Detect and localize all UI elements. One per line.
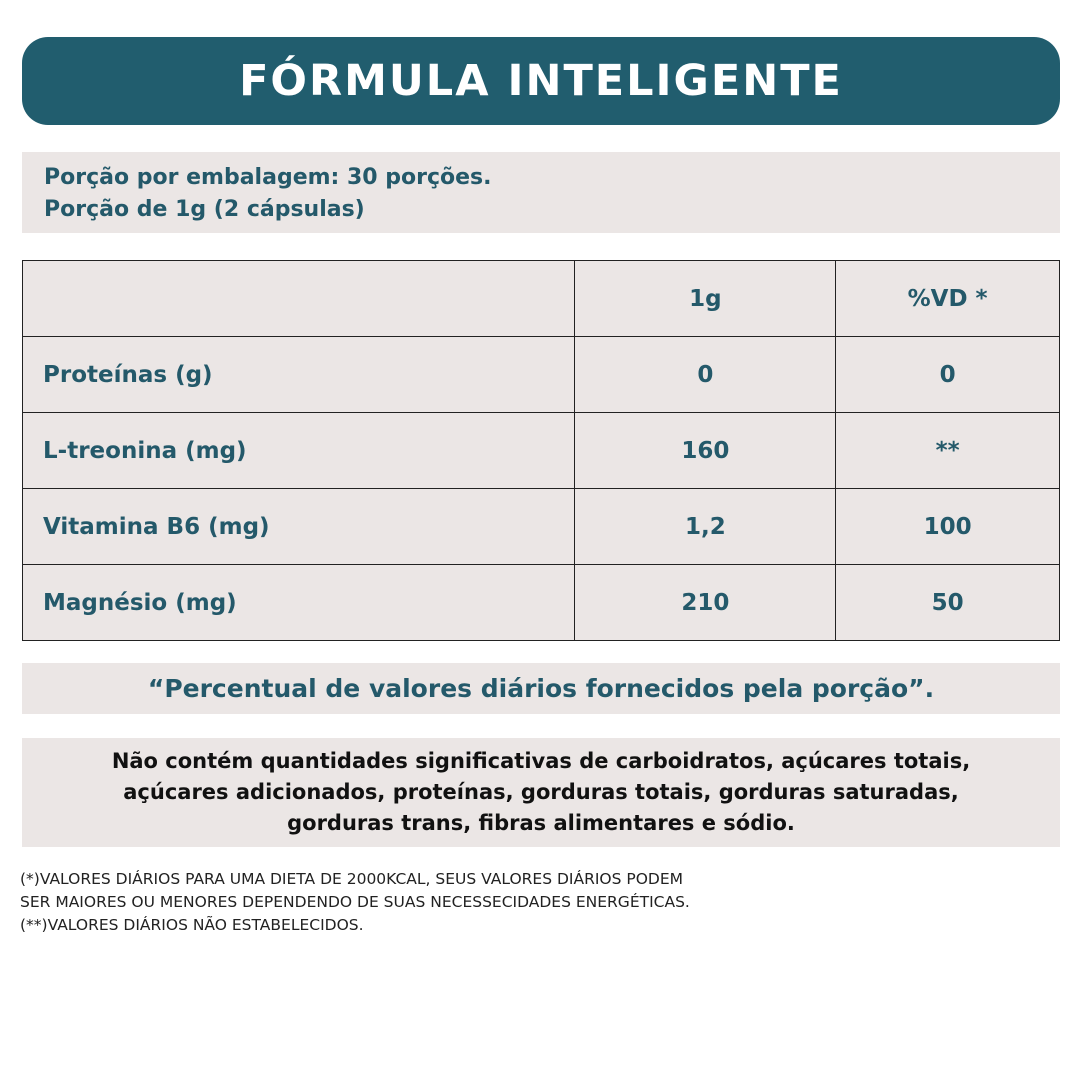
notice-line: Não contém quantidades significativas de carboidratos, açúcares totais,	[111, 749, 971, 773]
nutrient-amount: 1,2	[575, 489, 836, 565]
nutrient-vd: 50	[836, 565, 1060, 641]
table-row	[23, 413, 1060, 489]
nutrient-amount: 0	[575, 337, 836, 413]
table-row	[23, 337, 1060, 413]
nutrient-name: Vitamina B6 (mg)	[23, 489, 575, 565]
nutrient-vd: 100	[836, 489, 1060, 565]
column-header-nutrient	[23, 261, 575, 337]
serving-size: Porção de 1g (2 cápsulas)	[44, 197, 365, 222]
nutrient-vd: 0	[836, 337, 1060, 413]
nutrient-amount: 210	[575, 565, 836, 641]
page-title: FÓRMULA INTELIGENTE	[239, 56, 843, 106]
footnote: (*)VALORES DIÁRIOS PARA UMA DIETA DE 2000KCAL, SEUS VALORES DIÁRIOS PODEM	[20, 870, 684, 888]
notice-line: açúcares adicionados, proteínas, gorduras totais, gorduras saturadas,	[123, 780, 959, 804]
footnote: SER MAIORES OU MENORES DEPENDENDO DE SUAS NECESSECIDADES ENERGÉTICAS.	[20, 893, 690, 911]
nutrient-name: Magnésio (mg)	[23, 565, 575, 641]
notice-line: gorduras trans, fibras alimentares e sódio.	[287, 811, 795, 835]
title-banner	[22, 37, 1060, 125]
not-significant-notice	[22, 738, 1060, 847]
table-header-row	[23, 261, 1060, 337]
servings-per-package: Porção por embalagem: 30 porções.	[44, 165, 492, 190]
serving-info	[22, 152, 1060, 233]
nutrient-name: L-treonina (mg)	[23, 413, 575, 489]
nutrient-name: Proteínas (g)	[23, 337, 575, 413]
column-header-vd: %VD *	[836, 261, 1060, 337]
nutrient-amount: 160	[575, 413, 836, 489]
footnote: (**)VALORES DIÁRIOS NÃO ESTABELECIDOS.	[20, 916, 364, 934]
nutrient-vd: **	[836, 413, 1060, 489]
nutrition-table	[22, 260, 1060, 641]
table-row	[23, 489, 1060, 565]
table-row	[23, 565, 1060, 641]
vd-explanation: “Percentual de valores diários fornecidos pela porção”.	[22, 663, 1060, 714]
column-header-amount: 1g	[575, 261, 836, 337]
footnotes	[20, 868, 980, 937]
